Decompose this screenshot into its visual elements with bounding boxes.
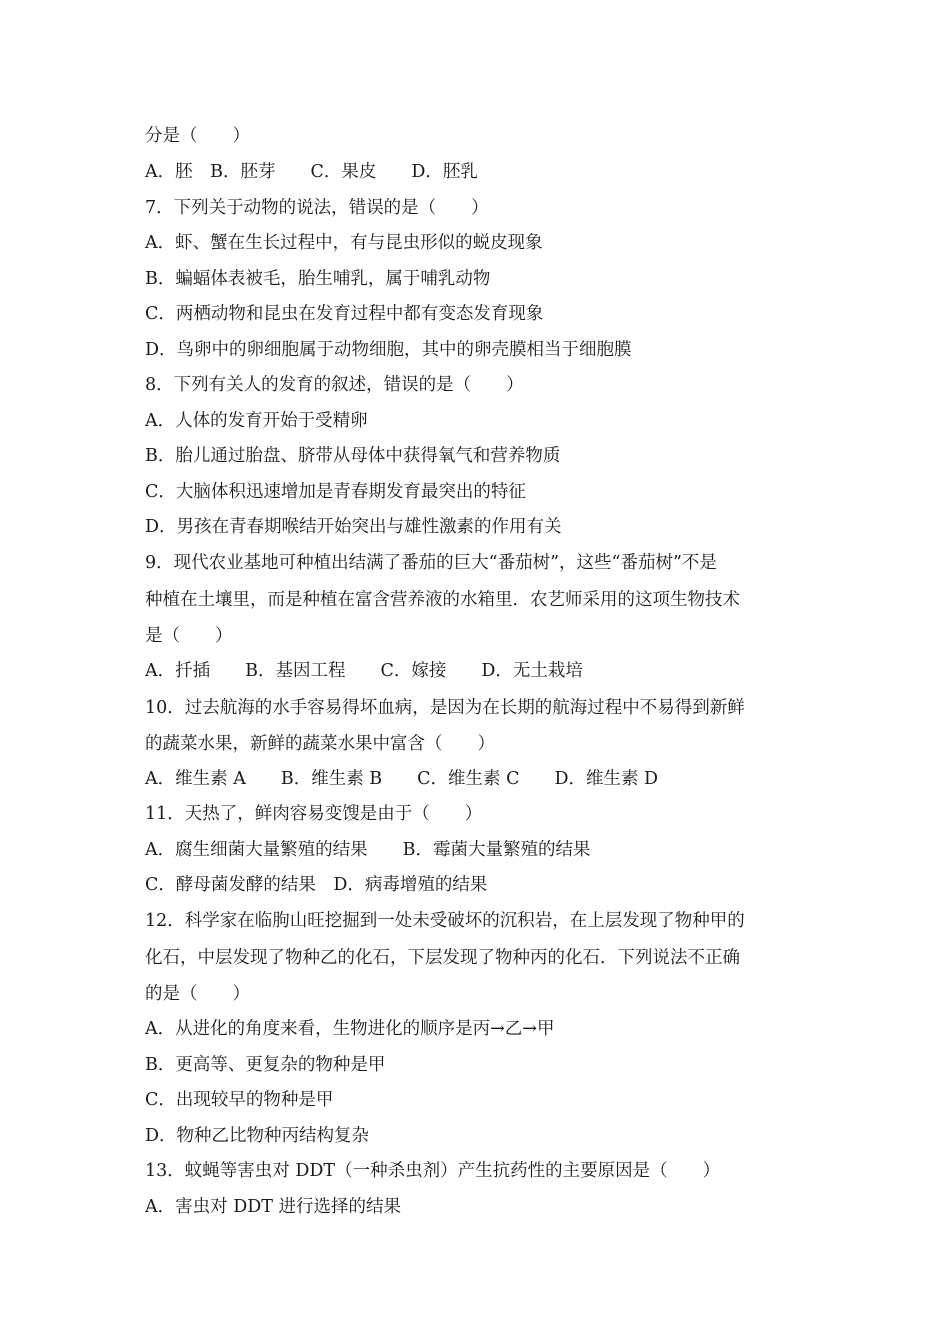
text-line: D．男孩在青春期喉结开始突出与雄性激素的作用有关 (145, 517, 562, 537)
text-line: 10．过去航海的水手容易得坏血病，是因为在长期的航海过程中不易得到新鲜 (145, 698, 745, 718)
text-line: 8．下列有关人的发育的叙述，错误的是（ ） (145, 375, 524, 395)
text-line: B．蝙蝠体表被毛，胎生哺乳，属于哺乳动物 (145, 269, 491, 289)
text-line: A．维生素 A B．维生素 B C．维生素 C D．维生素 D (145, 769, 659, 789)
text-line: A．腐生细菌大量繁殖的结果 B．霉菌大量繁殖的结果 (145, 840, 591, 860)
text-line: 化石，中层发现了物种乙的化石，下层发现了物种丙的化石．下列说法不正确 (145, 948, 740, 968)
text-line: B．胎儿通过胎盘、脐带从母体中获得氧气和营养物质 (145, 446, 561, 466)
text-line: C．酵母菌发酵的结果 D．病毒增殖的结果 (145, 875, 488, 895)
text-line: A．虾、蟹在生长过程中，有与昆虫形似的蜕皮现象 (145, 233, 543, 253)
text-line: C．两栖动物和昆虫在发育过程中都有变态发育现象 (145, 304, 544, 324)
text-line: A．害虫对 DDT 进行选择的结果 (145, 1197, 401, 1217)
text-line: 9．现代农业基地可种植出结满了番茄的巨大“番茄树”，这些“番茄树”不是 (145, 553, 717, 573)
text-line: A．人体的发育开始于受精卵 (145, 411, 368, 431)
text-line: 的蔬菜水果，新鲜的蔬菜水果中富含（ ） (145, 734, 495, 754)
text-line: A．从进化的角度来看，生物进化的顺序是丙→乙→甲 (145, 1019, 555, 1039)
text-line: 种植在土壤里，而是种植在富含营养液的水箱里．农艺师采用的这项生物技术 (145, 590, 740, 610)
text-line: D．鸟卵中的卵细胞属于动物细胞，其中的卵壳膜相当于细胞膜 (145, 340, 632, 360)
text-line: 的是（ ） (145, 984, 250, 1004)
text-line: 11．天热了，鲜肉容易变馊是由于（ ） (145, 804, 483, 824)
text-line: 分是（ ） (145, 126, 250, 146)
text-line: 是（ ） (145, 626, 233, 646)
text-line: A．扦插 B．基因工程 C．嫁接 D．无土栽培 (145, 661, 583, 681)
text-line: D．物种乙比物种丙结构复杂 (145, 1126, 370, 1146)
text-line: C．大脑体积迅速增加是青春期发育最突出的特征 (145, 482, 526, 502)
text-line: 12．科学家在临朐山旺挖掘到一处未受破坏的沉积岩，在上层发现了物种甲的 (145, 911, 745, 931)
text-line: 7．下列关于动物的说法，错误的是（ ） (145, 198, 489, 218)
text-line: B．更高等、更复杂的物种是甲 (145, 1055, 386, 1075)
text-line: C．出现较早的物种是甲 (145, 1090, 334, 1110)
text-line: 13．蚊蝇等害虫对 DDT（一种杀虫剂）产生抗药性的主要原因是（ ） (145, 1161, 721, 1181)
text-line: A．胚 B．胚芽 C．果皮 D．胚乳 (145, 162, 478, 182)
